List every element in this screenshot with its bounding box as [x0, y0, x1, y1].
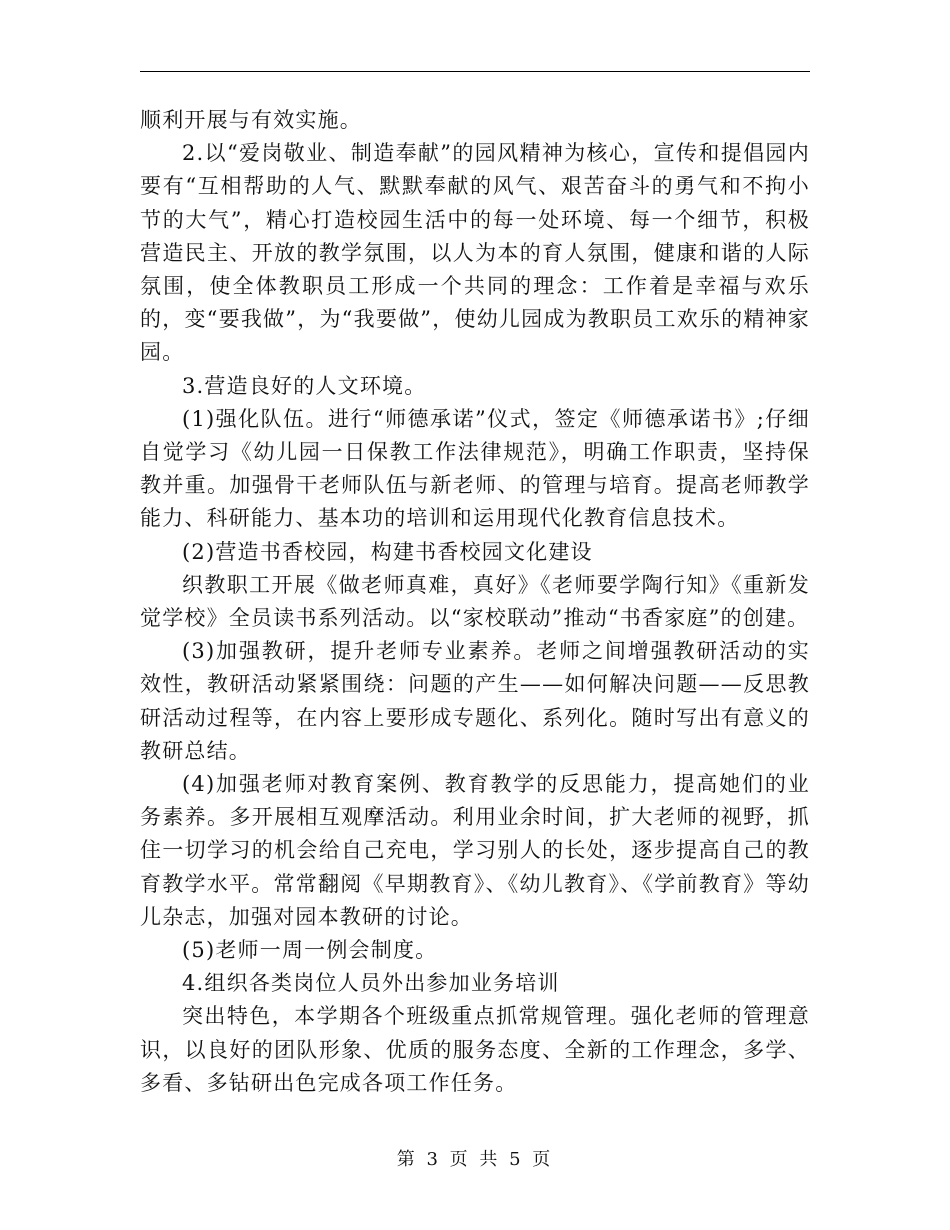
paragraph-6: 织教职工开展《做老师真难，真好》《老师要学陶行知》《重新发觉学校》全员读书系列活动。以“家校联动”推动“书香家庭”的创建。 — [140, 572, 810, 631]
paragraph-10: 4.组织各类岗位人员外出参加业务培训 — [182, 971, 560, 996]
paragraph-4: (1)强化队伍。进行“师德承诺”仪式，签定《师德承诺书》;仔细自觉学习《幼儿园一日保教工作法律规范》，明确工作职责，坚持保教并重。加强骨干老师队伍与新老师、的管理与培育。提高老师教学能力、科研能力、基本功的培训和运用现代化教育信息技术。 — [140, 406, 810, 531]
paragraph-9: (5)老师一周一例会制度。 — [182, 938, 438, 963]
paragraph-2: 2.以“爱岗敬业、制造奉献”的园风精神为核心，宣传和提倡园内要有“互相帮助的人气、默默奉献的风气、艰苦奋斗的勇气和不拘小节的大气”，精心打造校园生活中的每一处环境、每一个细节，积极营造民主、开放的教学氛围，以人为本的育人氛围，健康和谐的人际氛围，使全体教职员工形成一个共同的理念：工作着是幸福与欢乐的，变“要我做”，为“我要做”，使幼儿园成为教职员工欢乐的精神家园。 — [140, 141, 810, 365]
header-rule — [140, 71, 810, 72]
paragraph-11: 突出特色，本学期各个班级重点抓常规管理。强化老师的管理意识，以良好的团队形象、优质的服务态度、全新的工作理念，多学、多看、多钻研出色完成各项工作任务。 — [140, 1004, 810, 1095]
paragraph-3: 3.营造良好的人文环境。 — [182, 373, 427, 398]
paragraph-1: 顺利开展与有效实施。 — [140, 108, 362, 132]
page-number-footer: 第 3 页 共 5 页 — [396, 1149, 554, 1170]
paragraph-8: (4)加强老师对教育案例、教育教学的反思能力，提高她们的业务素养。多开展相互观摩活动。利用业余时间，扩大老师的视野，抓住一切学习的机会给自己充电，学习别人的长处，逐步提高自己的教育教学水平。常常翻阅《早期教育》、《幼儿教育》、《学前教育》等幼儿杂志，加强对园本教研的讨论。 — [140, 772, 810, 929]
paragraph-7: (3)加强教研，提升老师专业素养。老师之间增强教研活动的实效性，教研活动紧紧围绕：问题的产生——如何解决问题——反思教研活动过程等，在内容上要形成专题化、系列化。随时写出有意义的教研总结。 — [140, 639, 810, 763]
document-body — [140, 104, 810, 1100]
paragraph-5: (2)营造书香校园，构建书香校园文化建设 — [182, 539, 593, 564]
